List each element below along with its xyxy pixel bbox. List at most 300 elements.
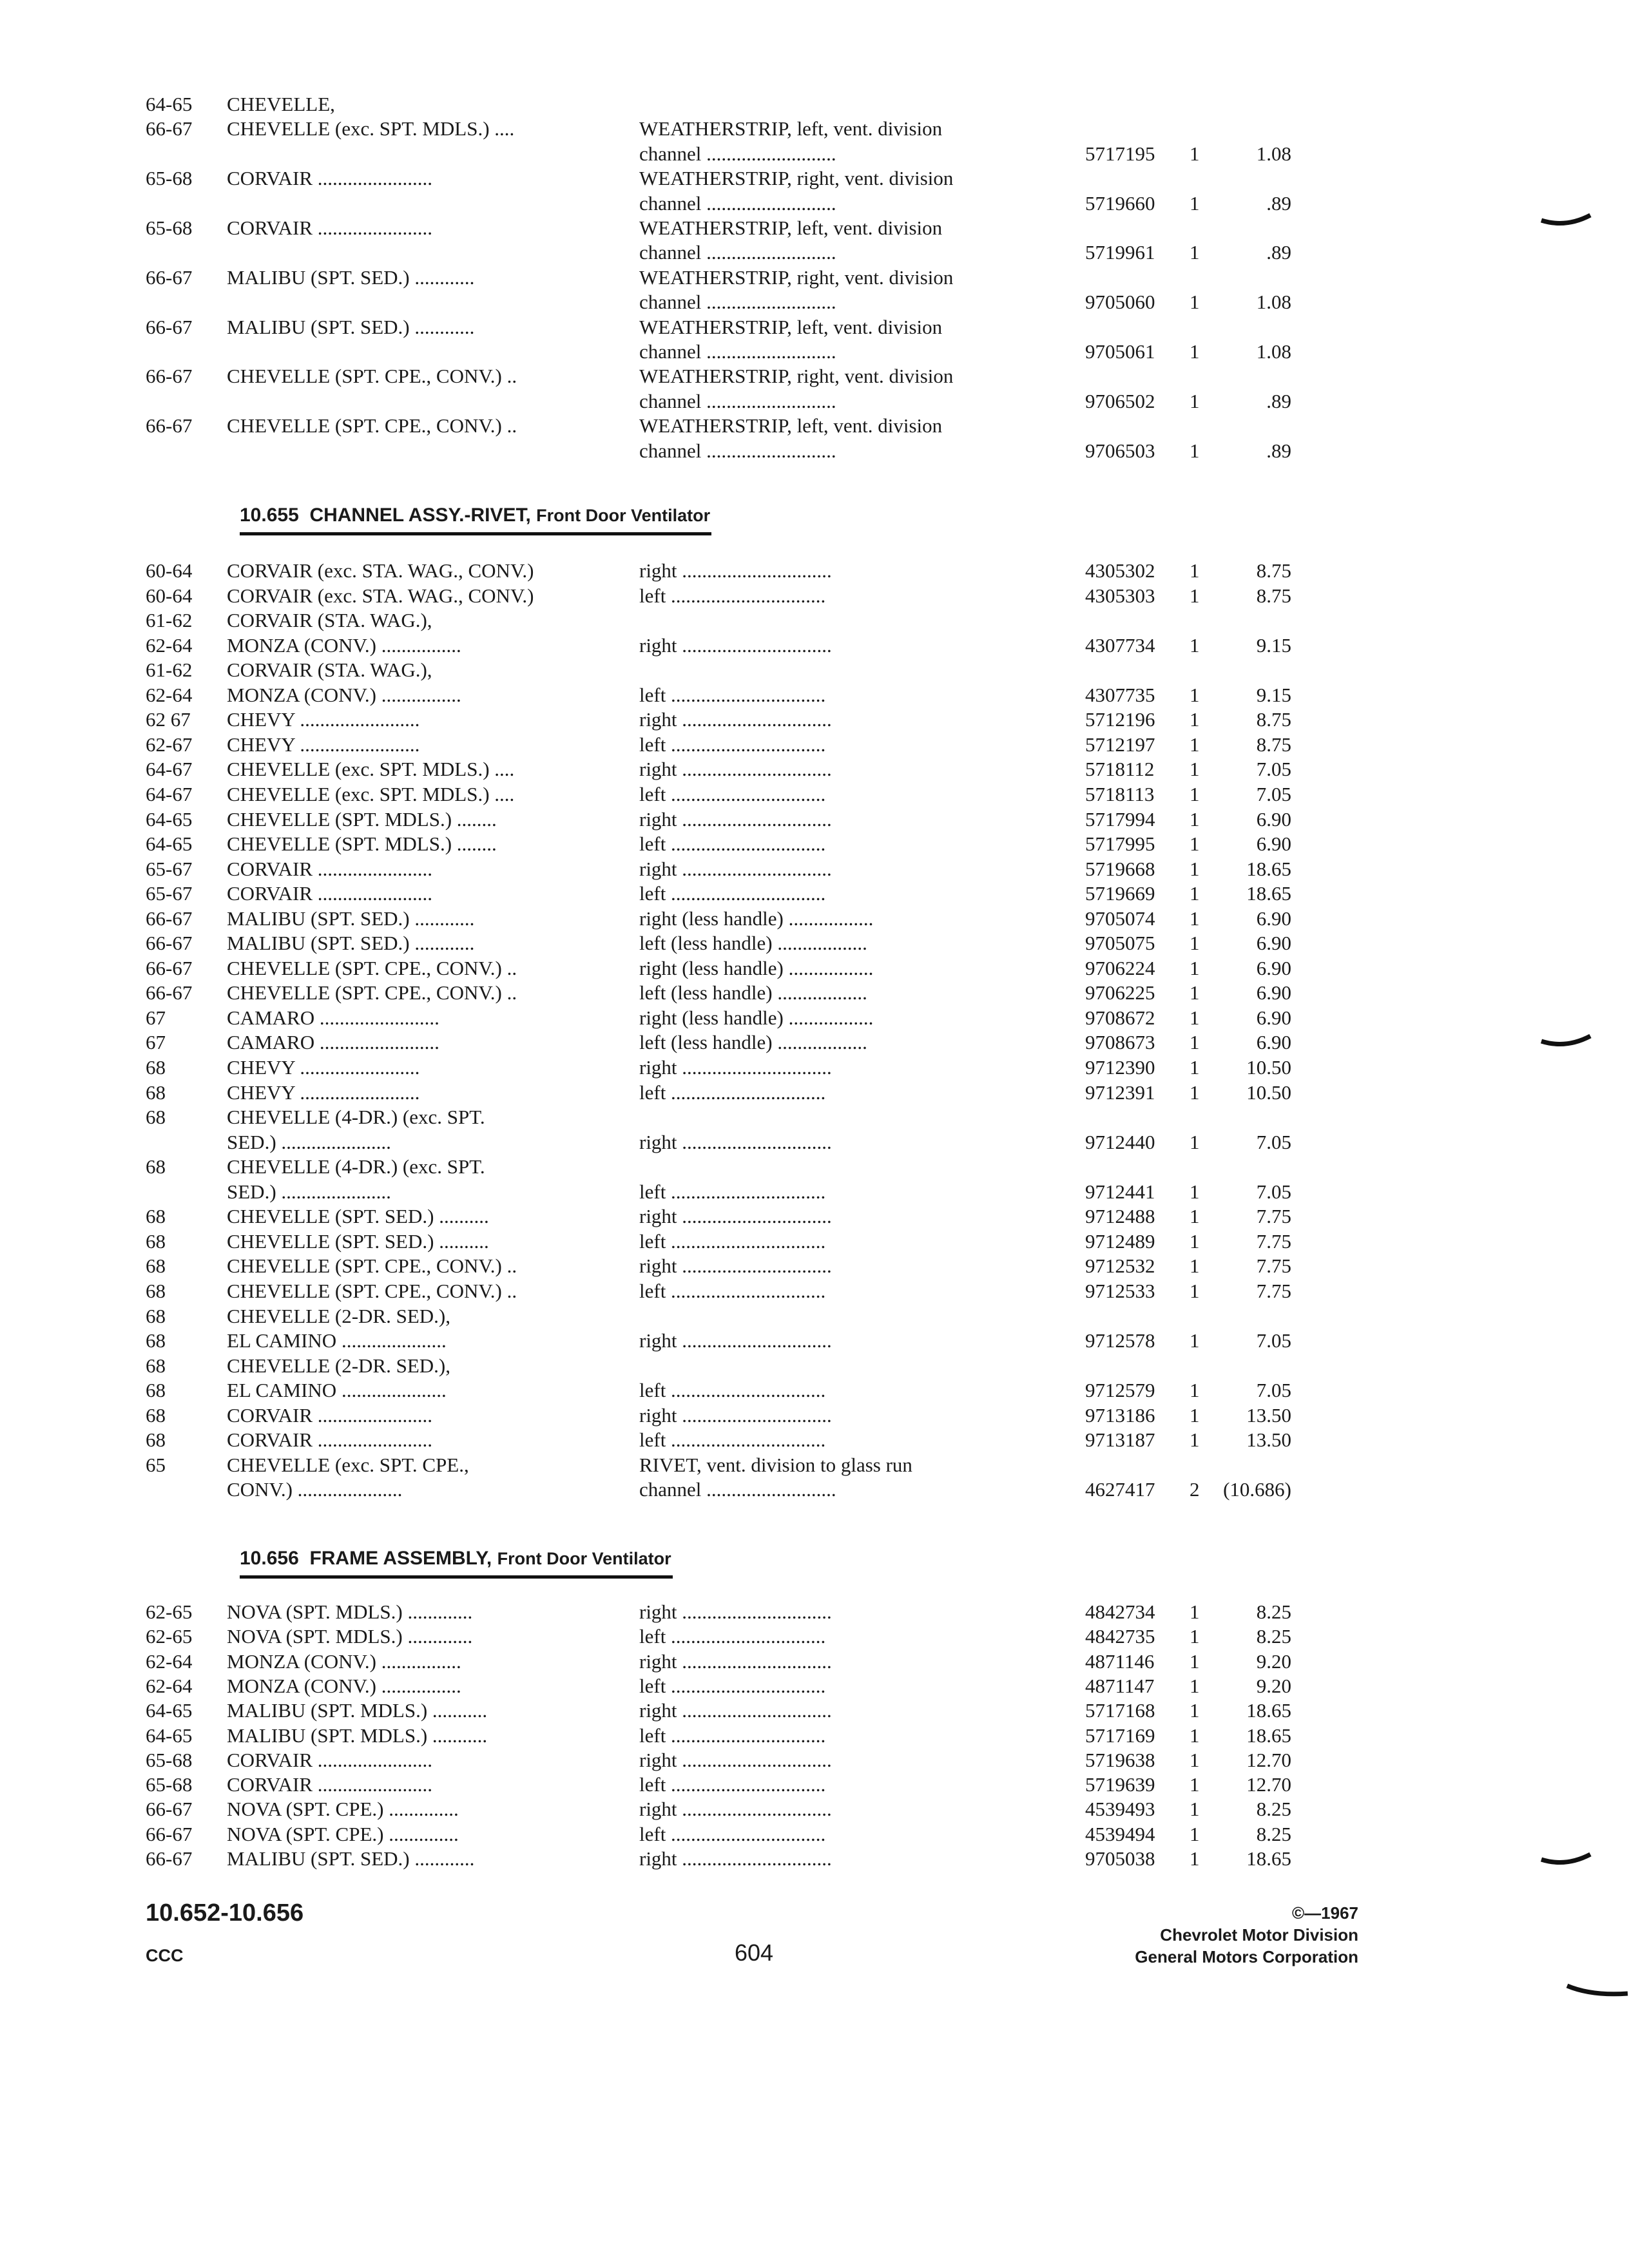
model-cell: MONZA (CONV.) ................ <box>227 683 461 706</box>
section-number: 10.656 <box>240 1548 299 1569</box>
section-title: FRAME ASSEMBLY, <box>309 1548 492 1569</box>
parts-row <box>0 141 1629 167</box>
year-cell: 66-67 <box>146 315 193 338</box>
description-cell: left (less handle) .................. <box>639 932 867 955</box>
quantity-cell: 1 <box>1190 1180 1200 1203</box>
model-cell: CORVAIR ....................... <box>227 1748 433 1771</box>
description-cell: right .............................. <box>639 857 832 880</box>
part-number-cell: 5717169 <box>1085 1724 1155 1747</box>
part-number-cell: 5717195 <box>1085 142 1155 165</box>
price-cell: 18.65 <box>1246 882 1291 905</box>
price-cell: 6.90 <box>1256 956 1291 979</box>
description-cell: right .............................. <box>639 807 832 831</box>
price-cell: 8.25 <box>1256 1822 1291 1845</box>
part-number-cell: 9712532 <box>1085 1254 1155 1278</box>
description-cell: right .............................. <box>639 1329 832 1352</box>
parts-row <box>0 1723 1629 1749</box>
year-cell: 62-64 <box>146 633 193 657</box>
year-cell: 65-67 <box>146 882 193 905</box>
model-cell: CHEVY ........................ <box>227 1056 420 1079</box>
quantity-cell: 1 <box>1190 857 1200 880</box>
price-cell: 7.05 <box>1256 1329 1291 1352</box>
footer-corporation: General Motors Corporation <box>1135 1947 1358 1966</box>
description-cell: left ............................... <box>639 1773 826 1796</box>
price-cell: 18.65 <box>1246 1699 1291 1722</box>
part-number-cell: 9706225 <box>1085 981 1155 1004</box>
model-cell: CHEVY ........................ <box>227 1081 420 1104</box>
parts-row <box>0 1599 1629 1625</box>
description-cell: right .............................. <box>639 559 832 582</box>
year-cell: 66-67 <box>146 932 193 955</box>
part-number-cell: 4307734 <box>1085 633 1155 657</box>
year-cell: 62-65 <box>146 1600 193 1623</box>
price-cell: 7.75 <box>1256 1254 1291 1278</box>
model-cell: MALIBU (SPT. MDLS.) ........... <box>227 1699 488 1722</box>
model-cell: NOVA (SPT. MDLS.) ............. <box>227 1625 473 1648</box>
description-cell: left ............................... <box>639 1625 826 1648</box>
quantity-cell: 1 <box>1190 1254 1200 1278</box>
price-cell: 13.50 <box>1246 1428 1291 1452</box>
quantity-cell: 1 <box>1190 1674 1200 1697</box>
footer-division: Chevrolet Motor Division <box>1160 1925 1358 1945</box>
part-number-cell: 9713186 <box>1085 1403 1155 1427</box>
parts-row <box>0 265 1629 291</box>
price-cell: .89 <box>1266 241 1291 264</box>
year-cell: 64-65 <box>146 1724 193 1747</box>
parts-row <box>0 1030 1629 1055</box>
part-number-cell: 9712533 <box>1085 1279 1155 1302</box>
parts-row <box>0 1204 1629 1229</box>
part-number-cell: 4305302 <box>1085 559 1155 582</box>
quantity-cell: 1 <box>1190 1773 1200 1796</box>
model-cell: SED.) ...................... <box>227 1180 391 1203</box>
year-cell: 68 <box>146 1081 166 1104</box>
part-number-cell: 9708673 <box>1085 1031 1155 1054</box>
year-cell: 68 <box>146 1428 166 1452</box>
part-number-cell: 4627417 <box>1085 1478 1155 1501</box>
description-cell: right (less handle) ................. <box>639 956 874 979</box>
parts-row <box>0 1403 1629 1428</box>
part-number-cell: 9712488 <box>1085 1205 1155 1228</box>
year-cell: 65-68 <box>146 216 193 239</box>
part-number-cell: 5717995 <box>1085 832 1155 856</box>
year-cell: 62-67 <box>146 733 193 756</box>
quantity-cell: 1 <box>1190 1798 1200 1821</box>
price-cell: 6.90 <box>1256 807 1291 831</box>
model-cell: CHEVELLE (exc. SPT. MDLS.) .... <box>227 117 515 140</box>
parts-row <box>0 1278 1629 1304</box>
punch-hole-mark <box>1540 1845 1629 1871</box>
price-cell: 8.75 <box>1256 733 1291 756</box>
parts-row <box>0 1154 1629 1180</box>
quantity-cell: 1 <box>1190 389 1200 412</box>
quantity-cell: 1 <box>1190 1006 1200 1029</box>
part-number-cell: 5717994 <box>1085 807 1155 831</box>
year-cell: 68 <box>146 1229 166 1253</box>
model-cell: CHEVELLE (4-DR.) (exc. SPT. <box>227 1106 485 1129</box>
section-subtitle: Front Door Ventilator <box>536 506 711 525</box>
year-cell: 64-67 <box>146 758 193 781</box>
part-number-cell: 5712196 <box>1085 708 1155 731</box>
model-cell: CHEVELLE (exc. SPT. MDLS.) .... <box>227 758 515 781</box>
year-cell: 65-68 <box>146 1773 193 1796</box>
price-cell: 12.70 <box>1246 1748 1291 1771</box>
part-number-cell: 9712579 <box>1085 1379 1155 1402</box>
year-cell: 65-68 <box>146 167 193 190</box>
price-cell: 9.15 <box>1256 633 1291 657</box>
parts-row <box>0 1747 1629 1773</box>
model-cell: CONV.) ..................... <box>227 1478 403 1501</box>
model-cell: CORVAIR (STA. WAG.), <box>227 658 432 682</box>
year-cell: 64-65 <box>146 1699 193 1722</box>
price-cell: 10.50 <box>1246 1056 1291 1079</box>
year-cell: 66-67 <box>146 981 193 1004</box>
price-cell: 6.90 <box>1256 932 1291 955</box>
part-number-cell: 5719669 <box>1085 882 1155 905</box>
model-cell: MALIBU (SPT. SED.) ............ <box>227 907 475 930</box>
parts-row <box>0 756 1629 782</box>
parts-row <box>0 1796 1629 1822</box>
part-number-cell: 9712441 <box>1085 1180 1155 1203</box>
price-cell: .89 <box>1266 191 1291 215</box>
part-number-cell: 4539494 <box>1085 1822 1155 1845</box>
model-cell: CAMARO ........................ <box>227 1006 439 1029</box>
quantity-cell: 1 <box>1190 956 1200 979</box>
quantity-cell: 1 <box>1190 1229 1200 1253</box>
description-cell: channel .......................... <box>639 439 836 462</box>
part-number-cell: 9712440 <box>1085 1130 1155 1153</box>
model-cell: EL CAMINO ..................... <box>227 1379 447 1402</box>
quantity-cell: 1 <box>1190 1649 1200 1673</box>
parts-row <box>0 856 1629 882</box>
year-cell: 68 <box>146 1304 166 1327</box>
price-cell: 1.08 <box>1256 142 1291 165</box>
quantity-cell: 1 <box>1190 340 1200 363</box>
price-cell: .89 <box>1266 439 1291 462</box>
price-cell: 18.65 <box>1246 857 1291 880</box>
parts-row <box>0 831 1629 857</box>
description-cell: left ............................... <box>639 1081 826 1104</box>
description-cell: left ............................... <box>639 882 826 905</box>
description-cell: left ............................... <box>639 584 826 607</box>
footer-code: CCC <box>146 1946 184 1965</box>
model-cell: CORVAIR ....................... <box>227 1403 433 1427</box>
parts-row <box>0 389 1629 414</box>
model-cell: CHEVELLE (SPT. CPE., CONV.) .. <box>227 414 517 437</box>
parts-row <box>0 240 1629 265</box>
price-cell: 6.90 <box>1256 907 1291 930</box>
part-number-cell: 4871146 <box>1085 1649 1155 1673</box>
year-cell: 67 <box>146 1031 166 1054</box>
year-cell: 66-67 <box>146 956 193 979</box>
year-cell: 64-65 <box>146 807 193 831</box>
part-number-cell: 9705038 <box>1085 1847 1155 1870</box>
parts-row <box>0 1378 1629 1403</box>
description-cell: right .............................. <box>639 633 832 657</box>
description-cell: left ............................... <box>639 832 826 856</box>
model-cell: MALIBU (SPT. SED.) ............ <box>227 932 475 955</box>
parts-row <box>0 1303 1629 1329</box>
model-cell: CHEVELLE (SPT. SED.) .......... <box>227 1229 489 1253</box>
part-number-cell: 9706502 <box>1085 389 1155 412</box>
parts-row <box>0 1353 1629 1379</box>
quantity-cell: 1 <box>1190 1600 1200 1623</box>
quantity-cell: 1 <box>1190 633 1200 657</box>
section-number: 10.655 <box>240 505 299 526</box>
parts-row <box>0 91 1629 117</box>
year-cell: 64-65 <box>146 832 193 856</box>
price-cell: 9.15 <box>1256 683 1291 706</box>
parts-row <box>0 363 1629 389</box>
part-number-cell: 9706224 <box>1085 956 1155 979</box>
model-cell: CHEVELLE, <box>227 93 335 115</box>
year-cell: 61-62 <box>146 658 193 682</box>
model-cell: CAMARO ........................ <box>227 1031 439 1054</box>
parts-row <box>0 438 1629 464</box>
year-cell: 68 <box>146 1155 166 1178</box>
year-cell: 68 <box>146 1205 166 1228</box>
description-cell: WEATHERSTRIP, left, vent. division <box>639 117 943 140</box>
model-cell: MONZA (CONV.) ................ <box>227 1649 461 1673</box>
price-cell: 7.05 <box>1256 1130 1291 1153</box>
price-cell: 6.90 <box>1256 981 1291 1004</box>
price-cell: 1.08 <box>1256 340 1291 363</box>
footer-range: 10.652-10.656 <box>146 1899 304 1927</box>
parts-row <box>0 289 1629 315</box>
description-cell: channel .......................... <box>639 191 836 215</box>
description-cell: left ............................... <box>639 1229 826 1253</box>
part-number-cell: 9712489 <box>1085 1229 1155 1253</box>
year-cell: 66-67 <box>146 1847 193 1870</box>
parts-row <box>0 1104 1629 1130</box>
parts-row <box>0 166 1629 191</box>
part-number-cell: 4871147 <box>1085 1674 1155 1697</box>
parts-row <box>0 807 1629 832</box>
quantity-cell: 1 <box>1190 1625 1200 1648</box>
year-cell: 68 <box>146 1106 166 1129</box>
description-cell: WEATHERSTRIP, right, vent. division <box>639 365 954 388</box>
parts-row <box>0 1821 1629 1847</box>
description-cell: right .............................. <box>639 1649 832 1673</box>
description-cell: right .............................. <box>639 1748 832 1771</box>
model-cell: MALIBU (SPT. SED.) ............ <box>227 1847 475 1870</box>
part-number-cell: 9705061 <box>1085 340 1155 363</box>
price-cell: (10.686) <box>1223 1478 1291 1501</box>
description-cell: left (less handle) .................. <box>639 1031 867 1054</box>
part-number-cell: 9705075 <box>1085 932 1155 955</box>
parts-row <box>0 1846 1629 1872</box>
punch-hole-mark <box>1540 206 1629 232</box>
year-cell: 64-67 <box>146 782 193 805</box>
description-cell: right .............................. <box>639 1847 832 1870</box>
quantity-cell: 1 <box>1190 1724 1200 1747</box>
quantity-cell: 1 <box>1190 1379 1200 1402</box>
year-cell: 60-64 <box>146 559 193 582</box>
parts-row <box>0 980 1629 1006</box>
model-cell: CHEVELLE (SPT. CPE., CONV.) .. <box>227 365 517 388</box>
description-cell: WEATHERSTRIP, right, vent. division <box>639 167 954 190</box>
description-cell: left ............................... <box>639 1428 826 1452</box>
price-cell: 7.05 <box>1256 782 1291 805</box>
description-cell: left ............................... <box>639 782 826 805</box>
quantity-cell: 1 <box>1190 832 1200 856</box>
year-cell: 68 <box>146 1329 166 1352</box>
description-cell: left ............................... <box>639 1180 826 1203</box>
description-cell: right .............................. <box>639 1254 832 1278</box>
part-number-cell: 5719668 <box>1085 857 1155 880</box>
parts-row <box>0 930 1629 956</box>
description-cell: WEATHERSTRIP, left, vent. division <box>639 315 943 338</box>
price-cell: 8.25 <box>1256 1600 1291 1623</box>
parts-row <box>0 413 1629 439</box>
parts-row <box>0 1080 1629 1106</box>
parts-row <box>0 1698 1629 1724</box>
parts-row <box>0 682 1629 708</box>
quantity-cell: 1 <box>1190 882 1200 905</box>
model-cell: SED.) ...................... <box>227 1130 391 1153</box>
quantity-cell: 1 <box>1190 932 1200 955</box>
model-cell: CHEVELLE (2-DR. SED.), <box>227 1354 450 1377</box>
punch-hole-mark <box>1540 1027 1629 1053</box>
price-cell: 7.05 <box>1256 1379 1291 1402</box>
year-cell: 64-65 <box>146 93 193 115</box>
model-cell: CORVAIR (exc. STA. WAG., CONV.) <box>227 584 534 607</box>
quantity-cell: 1 <box>1190 807 1200 831</box>
price-cell: 1.08 <box>1256 291 1291 314</box>
quantity-cell: 1 <box>1190 1031 1200 1054</box>
parts-row <box>0 191 1629 216</box>
parts-row <box>0 707 1629 733</box>
part-number-cell: 5719660 <box>1085 191 1155 215</box>
model-cell: NOVA (SPT. MDLS.) ............. <box>227 1600 473 1623</box>
part-number-cell: 4305303 <box>1085 584 1155 607</box>
footer-copyright: ©—1967 <box>1292 1903 1358 1923</box>
description-cell: WEATHERSTRIP, left, vent. division <box>639 414 943 437</box>
description-cell: right (less handle) ................. <box>639 907 874 930</box>
description-cell: channel .......................... <box>639 389 836 412</box>
quantity-cell: 1 <box>1190 708 1200 731</box>
quantity-cell: 1 <box>1190 559 1200 582</box>
section-subtitle: Front Door Ventilator <box>497 1549 671 1568</box>
year-cell: 62 67 <box>146 708 191 731</box>
part-number-cell: 5719961 <box>1085 241 1155 264</box>
description-cell: right .............................. <box>639 1798 832 1821</box>
description-cell: left ............................... <box>639 683 826 706</box>
year-cell: 66-67 <box>146 1798 193 1821</box>
description-cell: channel .......................... <box>639 1478 836 1501</box>
description-cell: left ............................... <box>639 1379 826 1402</box>
model-cell: CHEVELLE (SPT. CPE., CONV.) .. <box>227 1279 517 1302</box>
section-title: CHANNEL ASSY.-RIVET, <box>309 505 531 526</box>
parts-row <box>0 1624 1629 1649</box>
parts-row <box>0 1452 1629 1478</box>
year-cell: 66-67 <box>146 117 193 140</box>
model-cell: CHEVELLE (2-DR. SED.), <box>227 1304 450 1327</box>
price-cell: 7.75 <box>1256 1279 1291 1302</box>
description-cell: right .............................. <box>639 758 832 781</box>
quantity-cell: 1 <box>1190 584 1200 607</box>
quantity-cell: 1 <box>1190 1130 1200 1153</box>
part-number-cell: 5712197 <box>1085 733 1155 756</box>
part-number-cell: 5719639 <box>1085 1773 1155 1796</box>
part-number-cell: 4539493 <box>1085 1798 1155 1821</box>
quantity-cell: 1 <box>1190 1056 1200 1079</box>
year-cell: 65-68 <box>146 1748 193 1771</box>
price-cell: 18.65 <box>1246 1724 1291 1747</box>
year-cell: 60-64 <box>146 584 193 607</box>
price-cell: 18.65 <box>1246 1847 1291 1870</box>
quantity-cell: 1 <box>1190 758 1200 781</box>
year-cell: 62-64 <box>146 1674 193 1697</box>
quantity-cell: 1 <box>1190 907 1200 930</box>
parts-row <box>0 116 1629 142</box>
parts-row <box>0 1328 1629 1354</box>
description-cell: RIVET, vent. division to glass run <box>639 1453 912 1476</box>
price-cell: 10.50 <box>1246 1081 1291 1104</box>
description-cell: right .............................. <box>639 1130 832 1153</box>
year-cell: 66-67 <box>146 365 193 388</box>
model-cell: MALIBU (SPT. MDLS.) ........... <box>227 1724 488 1747</box>
description-cell: left ............................... <box>639 1724 826 1747</box>
parts-row <box>0 558 1629 584</box>
year-cell: 68 <box>146 1379 166 1402</box>
description-cell: right .............................. <box>639 1403 832 1427</box>
model-cell: NOVA (SPT. CPE.) .............. <box>227 1798 459 1821</box>
parts-row <box>0 956 1629 981</box>
price-cell: 6.90 <box>1256 832 1291 856</box>
model-cell: CORVAIR (STA. WAG.), <box>227 609 432 632</box>
parts-row <box>0 1772 1629 1798</box>
quantity-cell: 1 <box>1190 1428 1200 1452</box>
model-cell: CHEVELLE (SPT. MDLS.) ........ <box>227 807 497 831</box>
quantity-cell: 1 <box>1190 241 1200 264</box>
parts-row <box>0 1229 1629 1254</box>
description-cell: right .............................. <box>639 708 832 731</box>
price-cell: 7.75 <box>1256 1205 1291 1228</box>
price-cell: 8.25 <box>1256 1798 1291 1821</box>
model-cell: CORVAIR ....................... <box>227 857 433 880</box>
year-cell: 65 <box>146 1453 166 1476</box>
description-cell: left ............................... <box>639 733 826 756</box>
model-cell: CHEVELLE (4-DR.) (exc. SPT. <box>227 1155 485 1178</box>
description-cell: channel .......................... <box>639 142 836 165</box>
price-cell: 8.75 <box>1256 708 1291 731</box>
quantity-cell: 1 <box>1190 142 1200 165</box>
year-cell: 66-67 <box>146 265 193 289</box>
price-cell: 7.05 <box>1256 758 1291 781</box>
part-number-cell: 9712390 <box>1085 1056 1155 1079</box>
year-cell: 68 <box>146 1354 166 1377</box>
year-cell: 62-65 <box>146 1625 193 1648</box>
quantity-cell: 1 <box>1190 1847 1200 1870</box>
part-number-cell: 9713187 <box>1085 1428 1155 1452</box>
description-cell: right .............................. <box>639 1600 832 1623</box>
parts-row <box>0 633 1629 658</box>
parts-row <box>0 1179 1629 1205</box>
quantity-cell: 1 <box>1190 683 1200 706</box>
price-cell: 8.75 <box>1256 584 1291 607</box>
parts-row <box>0 1477 1629 1503</box>
quantity-cell: 1 <box>1190 1699 1200 1722</box>
part-number-cell: 9708672 <box>1085 1006 1155 1029</box>
price-cell: .89 <box>1266 389 1291 412</box>
model-cell: CORVAIR ....................... <box>227 882 433 905</box>
part-number-cell: 5719638 <box>1085 1748 1155 1771</box>
year-cell: 68 <box>146 1056 166 1079</box>
price-cell: 7.75 <box>1256 1229 1291 1253</box>
description-cell: left ............................... <box>639 1279 826 1302</box>
parts-row <box>0 583 1629 609</box>
